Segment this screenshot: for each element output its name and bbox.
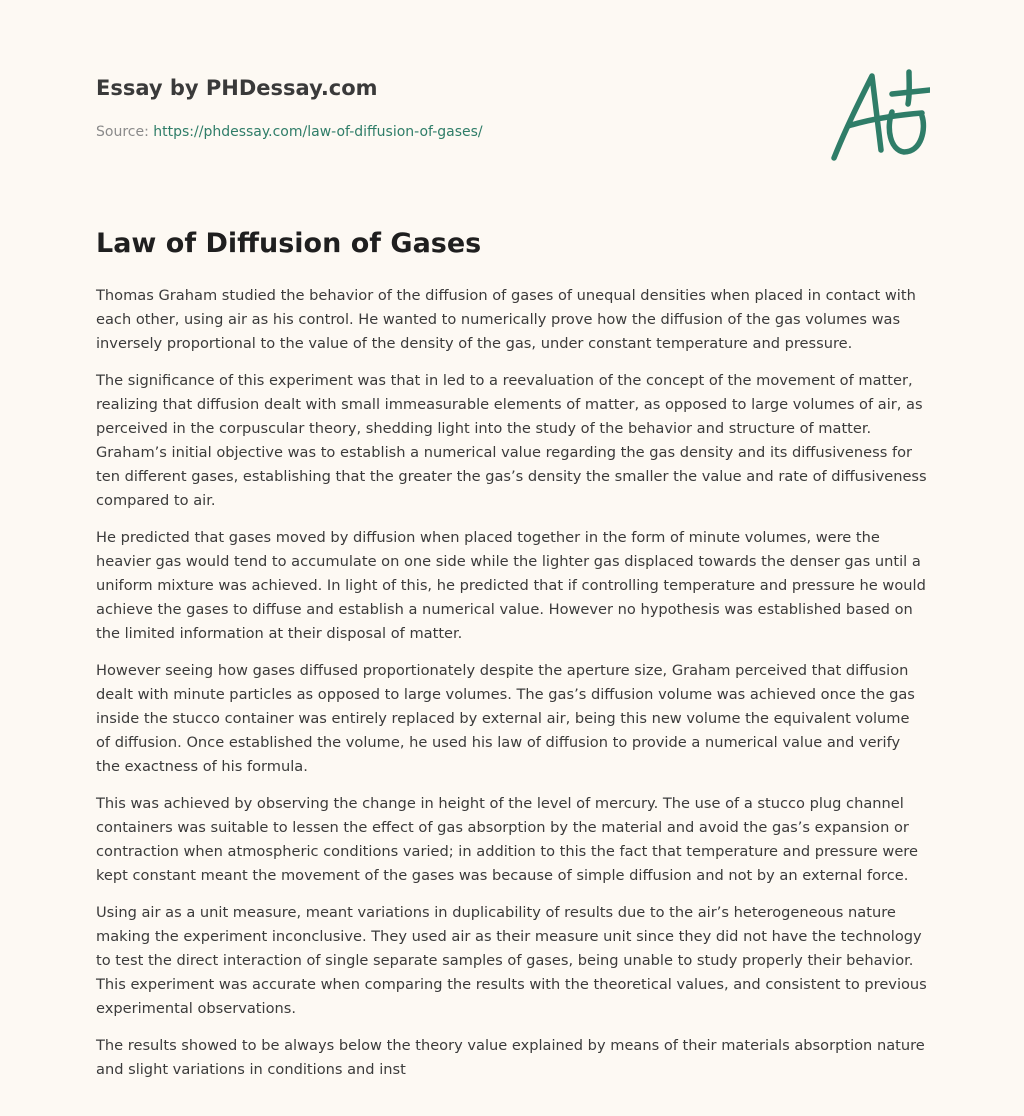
source-link[interactable]: https://phdessay.com/law-of-diffusion-of-gases/ <box>153 124 483 140</box>
article-paragraph: However seeing how gases diffused proportionately despite the aperture size, Graham perceived that diffusion dealt with minute particles as opposed to large volumes. The gas’s diffusion volume was achieved once the gas inside the stucco container was entirely replaced by external air, being this new volume the equivalent volume of diffusion. Once established the volume, he used his law of diffusion to provide a numerical value and verify the exactness of his formula. <box>96 662 915 775</box>
article-title: Law of Diffusion of Gases <box>96 228 482 259</box>
source-label: Source: <box>96 124 154 140</box>
article-paragraph: The significance of this experiment was that in led to a reevaluation of the concept of the movement of matter, realizing that diffusion dealt with small immeasurable elements of matter, as opposed to large volumes of air, as perceived in the corpuscular theory, shedding light into the study of the behavior and structure of matter. Graham’s initial objective was to establish a numerical value regarding the gas density and its diffusiveness for ten different gases, establishing that the greater the gas’s density the smaller the value and rate of diffusiveness compared to air. <box>96 372 927 509</box>
article-paragraph: Thomas Graham studied the behavior of the diffusion of gases of unequal densities when placed in contact with each other, using air as his control. He wanted to numerically prove how the diffusion of the gas volumes was inversely proportional to the value of the density of the gas, under constant temperature and pressure. <box>96 287 916 352</box>
article-paragraph: Using air as a unit measure, meant variations in duplicability of results due to the air’s heterogeneous nature making the experiment inconclusive. They used air as their measure unit since they did not have the technology to test the direct interaction of single separate samples of gases, being unable to study properly their behavior. This experiment was accurate when comparing the results with the theoretical values, and consistent to previous experimental observations. <box>96 904 927 1017</box>
article-body <box>96 284 928 1082</box>
site-brand: Essay by PHDessay.com <box>96 76 378 100</box>
a-plus-icon <box>826 66 930 166</box>
header <box>96 0 928 200</box>
article-paragraph: He predicted that gases moved by diffusion when placed together in the form of minute volumes, were the heavier gas would tend to accumulate on one side while the lighter gas displaced towards the denser gas until a uniform mixture was achieved. In light of this, he predicted that if controlling temperature and pressure he would achieve the gases to diffuse and establish a numerical value. However no hypothesis was established based on the limited information at their disposal of matter. <box>96 529 926 642</box>
article-paragraph: This was achieved by observing the change in height of the level of mercury. The use of a stucco plug channel containers was suitable to lessen the effect of gas absorption by the material and avoid the gas’s expansion or contraction when atmospheric conditions varied; in addition to this the fact that temperature and pressure were kept constant meant the movement of the gases was because of simple diffusion and not by an external force. <box>96 795 918 884</box>
article-paragraph: The results showed to be always below the theory value explained by means of their materials absorption nature and slight variations in conditions and inst <box>96 1037 925 1078</box>
source-line <box>96 124 483 140</box>
